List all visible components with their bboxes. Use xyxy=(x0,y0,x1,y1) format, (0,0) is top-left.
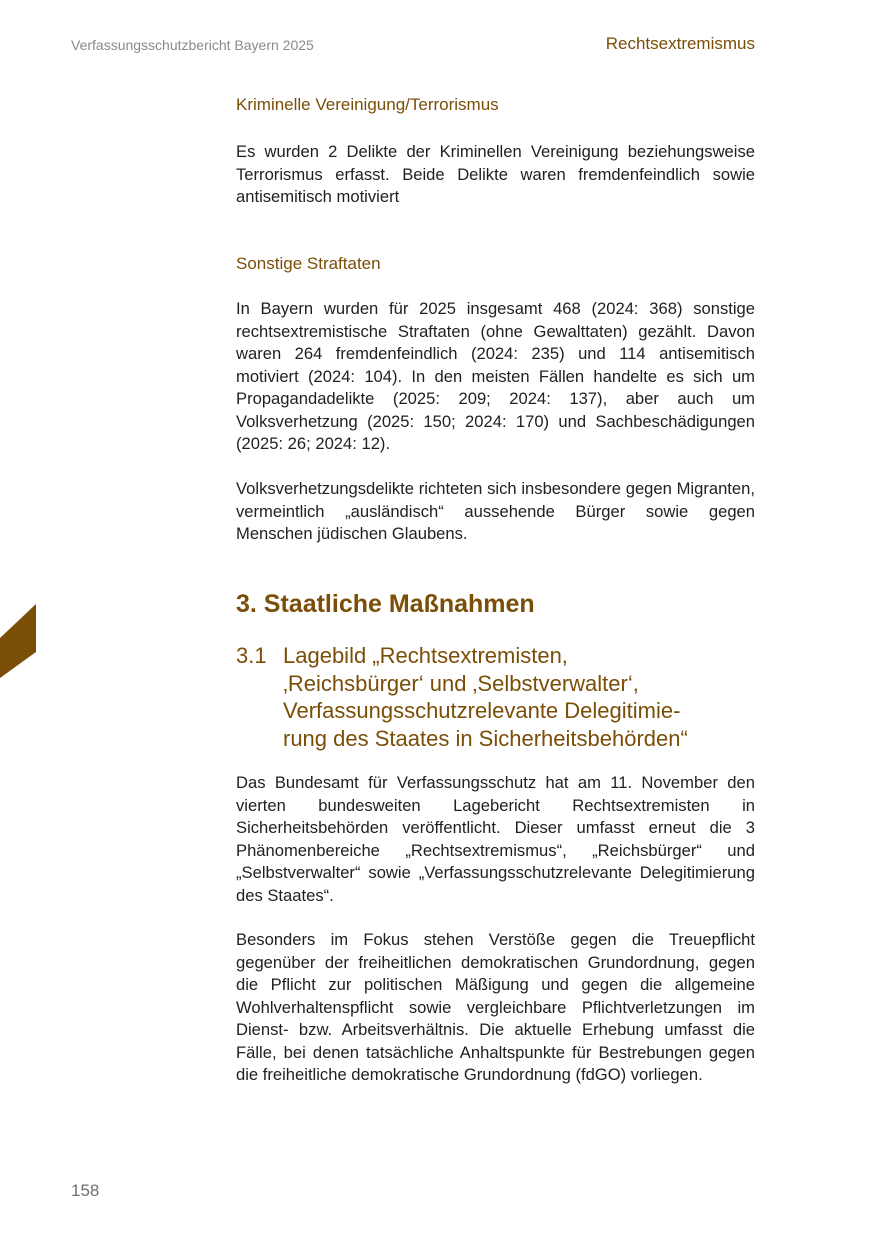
paragraph-other-offenses: In Bayern wurden für 2025 insgesamt 468 (2024: 368) sonstige rechtsextremistische Straftaten (ohne Gewalttaten) gezählt. Davon waren 264 fremdenfeindlich (2024: 235) und 114 antisemitisch motiviert (2024: 104). In den meisten Fällen handelte es sich um Propagandadelikte (2025: 209; 2024: 137), aber auch um Volksverhetzung (2025: 150; 2024: 170) und Sachbeschädigungen (2025: 26; 2024: 12). xyxy=(236,299,755,453)
publication-title: Verfassungsschutzbericht Bayern 2025 xyxy=(71,37,314,53)
paragraph-situation-report: Das Bundesamt für Verfassungsschutz hat am 11. November den vierten bundesweiten Lagebericht Rechtsextremisten in Sicherheitsbehörden veröffentlicht. Dieser umfasst erneut die 3 Phänomenbereiche „Rechtsextremismus“, „Reichsbürger“ und „Selbstverwalter“ sowie „Verfassungsschutzrelevante Delegitimierung des Staates“. xyxy=(236,773,755,905)
page-number: 158 xyxy=(71,1181,100,1200)
heading-other-offenses: Sonstige Straftaten xyxy=(236,254,381,273)
section-heading-state-measures: 3. Staatliche Maßnahmen xyxy=(236,590,535,618)
subsection-heading: Lagebild „Rechtsextremisten, ‚Reichsbürger‘ und ‚Selbstverwalter‘, Verfassungsschutzrelevante Delegitimie- rung des Staates in Sicherheitsbehörden“ xyxy=(283,643,688,751)
chapter-title: Rechtsextremismus xyxy=(605,34,755,53)
subsection-number: 3.1 xyxy=(236,643,267,668)
paragraph-criminal-association: Es wurden 2 Delikte der Kriminellen Vereinigung beziehungsweise Terrorismus erfasst. Beide Delikte waren fremdenfeindlich sowie antisemitisch motiviert xyxy=(236,142,755,206)
paragraph-focus: Besonders im Fokus stehen Verstöße gegen die Treuepflicht gegenüber der freiheitlichen demokratischen Grundordnung, gegen die Pflicht zur politischen Mäßigung und gegen die allgemeine Wohlverhaltenspflicht sowie vergleichbare Pflichtverletzungen im Dienst- bzw. Arbeitsverhältnis. Die aktuelle Erhebung umfasst die Fälle, bei denen tatsächliche Anhaltspunkte für Bestrebungen gegen die freiheitliche demokratische Grundordnung (fdGO) vorliegen. xyxy=(236,930,755,1084)
paragraph-incitement: Volksverhetzungsdelikte richteten sich insbesondere gegen Migranten, vermeintlich „ausländisch“ aussehende Bürger sowie gegen Menschen jüdischen Glaubens. xyxy=(236,479,755,543)
heading-criminal-association: Kriminelle Vereinigung/Terrorismus xyxy=(236,95,499,114)
chapter-marker-tab xyxy=(0,604,36,678)
